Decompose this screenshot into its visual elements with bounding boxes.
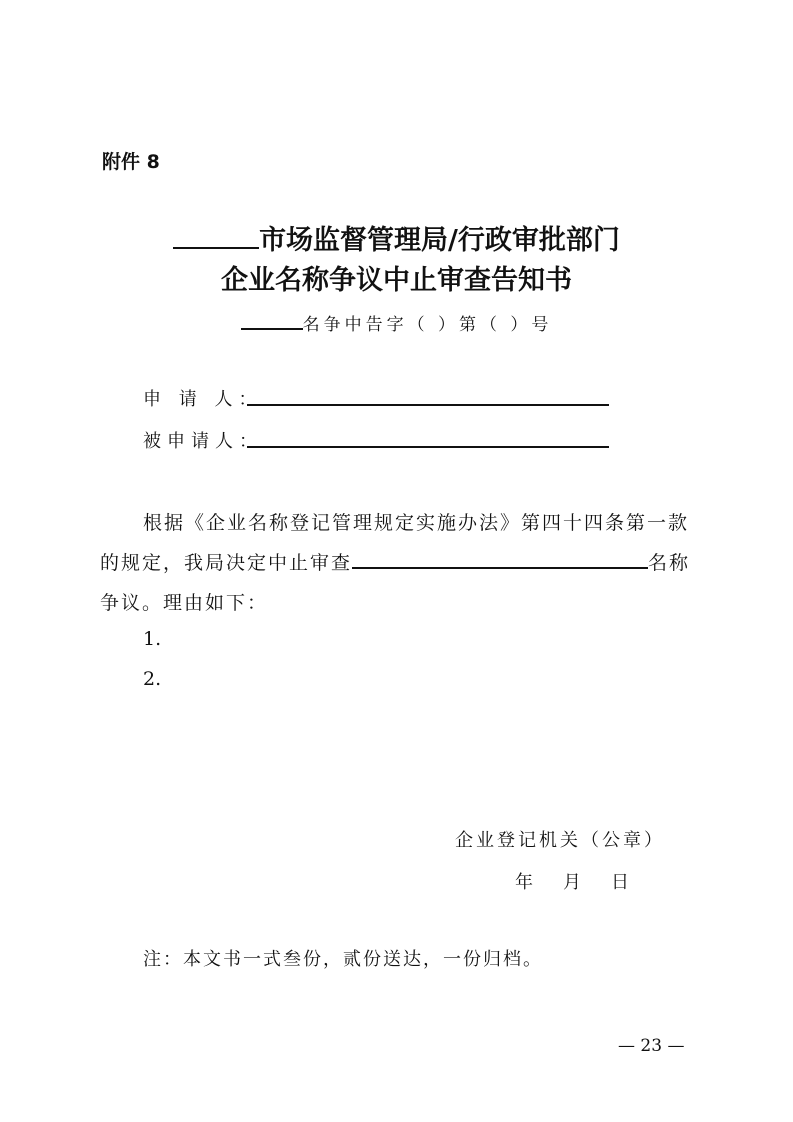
body-line-2-suffix: 名称: [648, 552, 691, 574]
body-line-1: 根据《企业名称登记管理规定实施办法》第四十四条第一款: [143, 512, 690, 534]
document-title-line1: [0, 218, 793, 257]
attachment-label: 附件 8: [102, 151, 160, 173]
reference-number: [0, 310, 793, 335]
footnote: 注：本文书一式叁份，贰份送达，一份归档。: [143, 949, 543, 970]
enterprise-name-blank: [352, 567, 648, 569]
body-line-2-prefix: 的规定，我局决定中止审查: [100, 552, 353, 574]
seal-label: 企业登记机关（公章）: [455, 830, 665, 851]
document-title-line2: 企业名称争议中止审查告知书: [221, 265, 572, 296]
reason-item-1: 1.: [143, 628, 162, 650]
reference-text: 名争中告字（ ）第（ ）号: [302, 315, 553, 335]
date-line: [515, 868, 659, 894]
respondent-blank-line: [247, 446, 609, 448]
page-number: — 23 —: [618, 1036, 685, 1056]
applicant-label: 申 请 人：: [143, 389, 263, 410]
authority-name-blank: [173, 247, 259, 249]
respondent-label: 被申请人：: [143, 431, 263, 452]
reference-prefix-blank: [241, 328, 303, 330]
date-month: 月: [563, 872, 581, 893]
reason-item-2: 2.: [143, 668, 162, 690]
date-year: 年: [515, 872, 533, 893]
applicant-blank-line: [247, 404, 609, 406]
body-line-2: [100, 548, 690, 575]
title-line1-text: 市场监督管理局/行政审批部门: [259, 225, 620, 256]
date-day: 日: [611, 872, 629, 893]
body-line-3: 争议。理由如下：: [100, 592, 269, 614]
